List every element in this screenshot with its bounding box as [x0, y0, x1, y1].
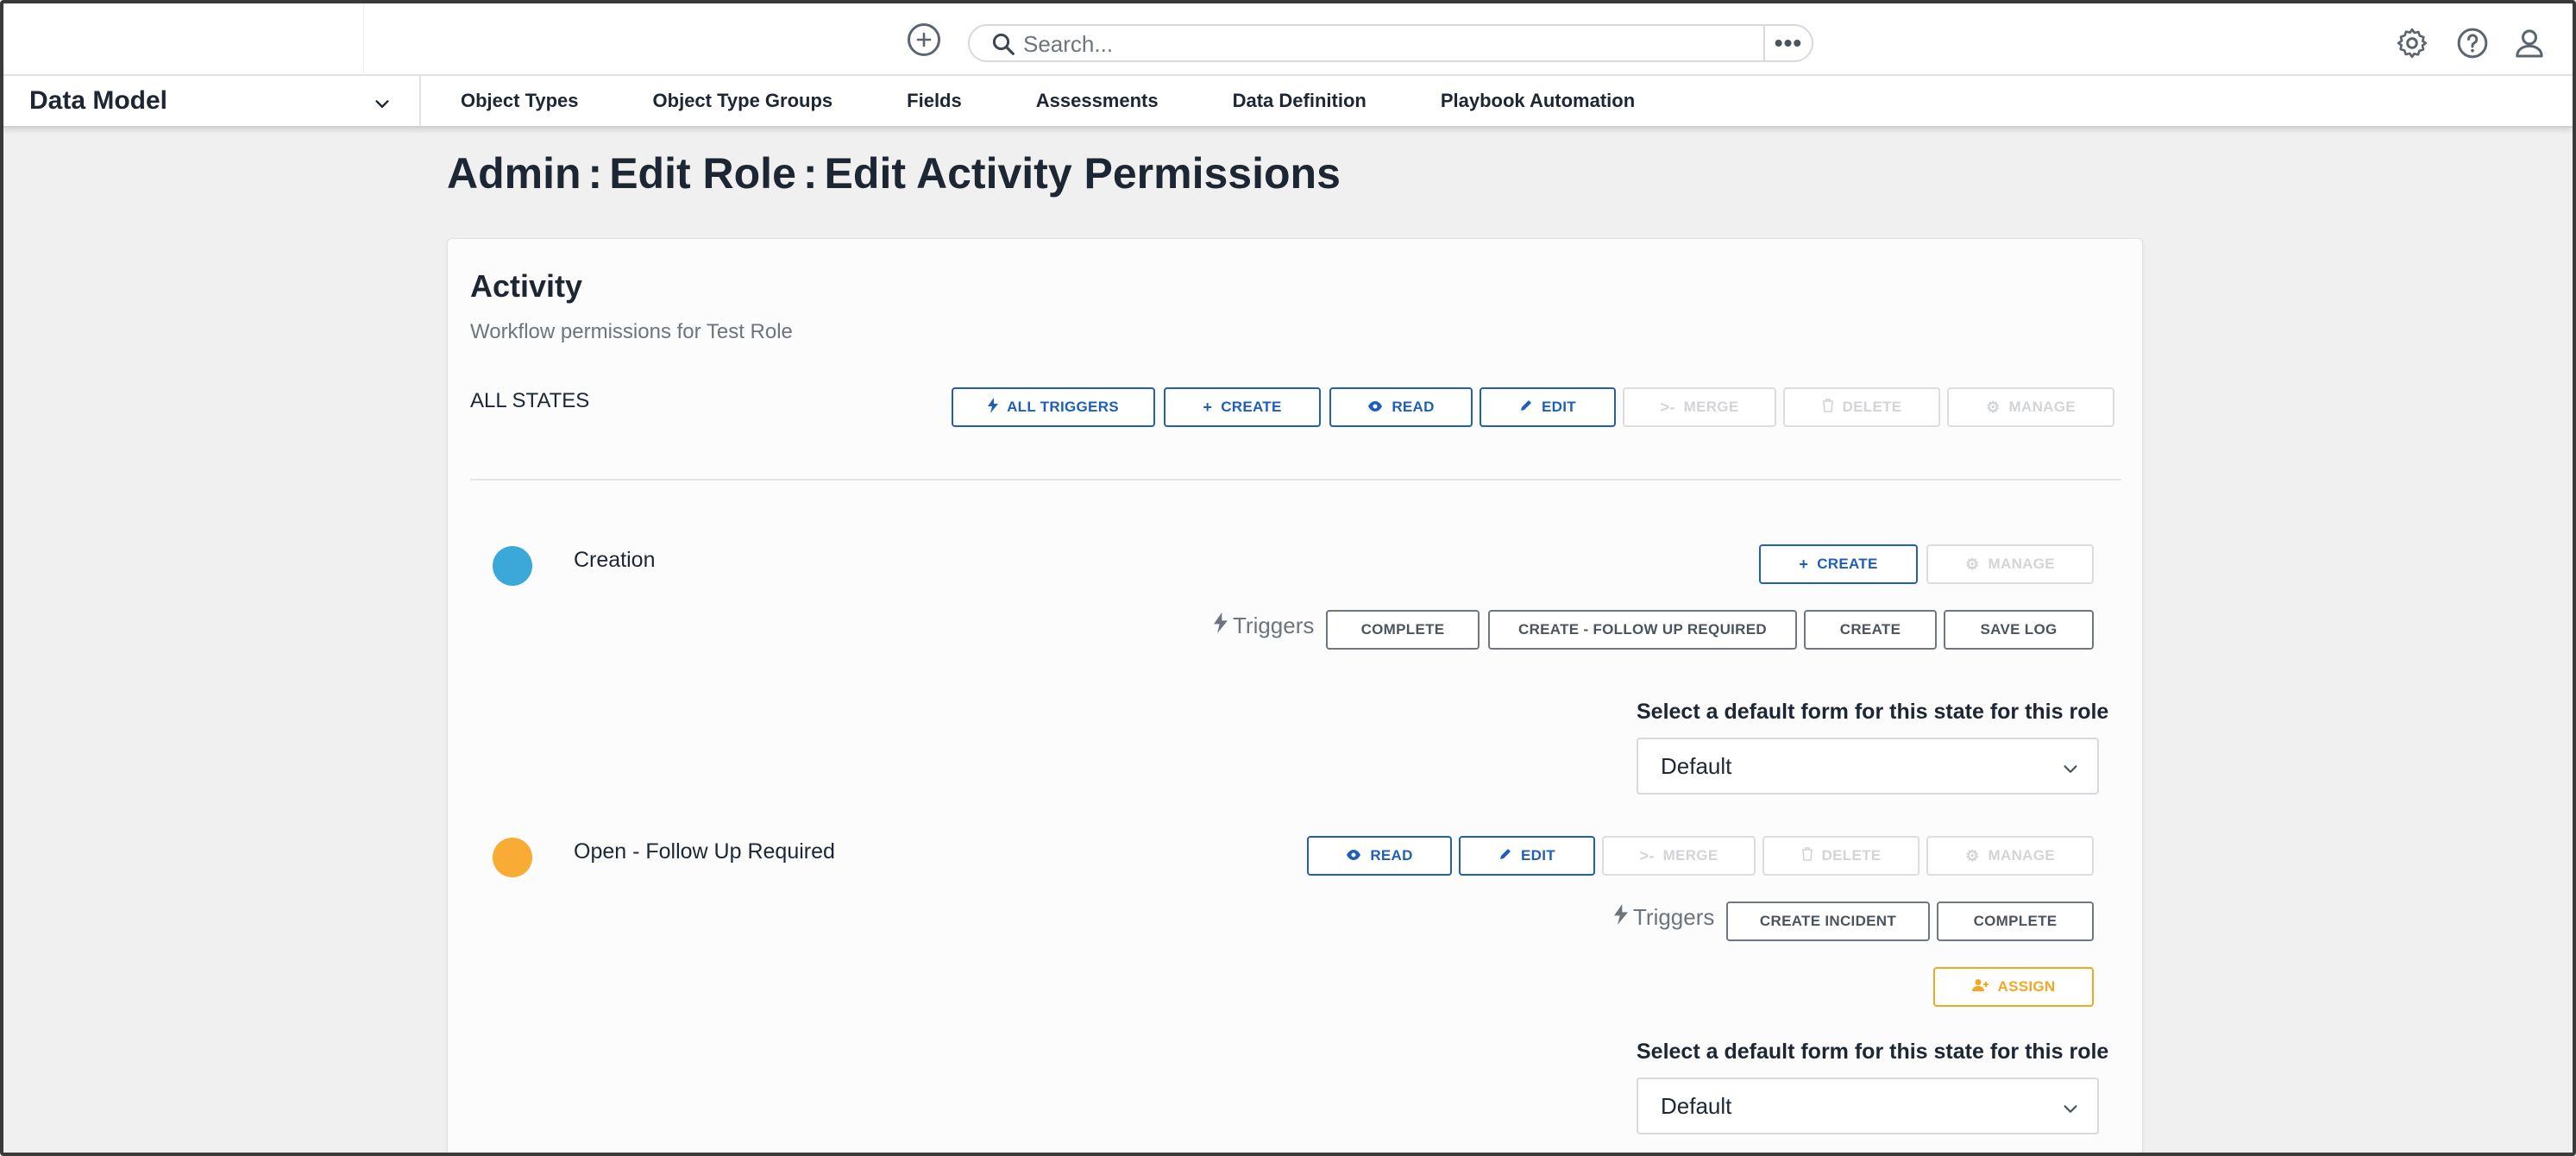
trigger-button[interactable]: COMPLETE [1326, 610, 1480, 650]
breadcrumb-separator: : [587, 149, 603, 198]
edit-button[interactable] [1480, 387, 1616, 427]
all-triggers-label: ALL TRIGGERS [1007, 399, 1119, 415]
create-label: CREATE [1221, 399, 1282, 415]
plus-icon: + [1799, 555, 1809, 573]
merge-button[interactable] [1623, 387, 1776, 427]
default-form-label: Select a default form for this state for this role [1637, 1040, 2109, 1064]
trigger-button[interactable]: SAVE LOG [1944, 610, 2094, 650]
default-form-value: Default [1661, 1092, 1732, 1119]
trash-icon [1801, 847, 1813, 865]
tab-object-type-groups[interactable]: Object Type Groups [652, 90, 833, 111]
state-name-open-follow-up: Open - Follow Up Required [574, 839, 835, 864]
manage-label: MANAGE [2008, 399, 2076, 415]
open-read-button[interactable] [1307, 836, 1452, 876]
top-bar [3, 3, 2573, 76]
all-states-label: ALL STATES [470, 389, 590, 412]
state-color-dot [493, 546, 532, 586]
help-icon[interactable] [2455, 26, 2490, 65]
eye-icon [1346, 847, 1361, 865]
merge-label: MERGE [1683, 399, 1739, 415]
chevron-down-icon [371, 91, 393, 121]
pencil-icon [1519, 399, 1533, 417]
chevron-down-icon [2061, 1098, 2080, 1125]
edit-label: EDIT [1542, 399, 1576, 415]
open-merge-button[interactable] [1602, 836, 1756, 876]
gear-icon: ⚙ [1986, 398, 2001, 416]
trash-icon [1822, 399, 1834, 417]
gear-icon: ⚙ [1965, 555, 1980, 573]
triggers-text: Triggers [1633, 904, 1715, 930]
trigger-button[interactable]: COMPLETE [1937, 902, 2094, 941]
manage-label: MANAGE [1988, 847, 2055, 864]
activity-permissions-card [447, 238, 2143, 1156]
user-icon[interactable] [2512, 26, 2547, 65]
default-form-select[interactable] [1637, 738, 2099, 795]
triggers-text: Triggers [1233, 613, 1315, 638]
creation-manage-button[interactable] [1926, 544, 2094, 584]
lightning-icon [1214, 612, 1228, 640]
gear-icon: ⚙ [1965, 846, 1980, 864]
top-bar-left-panel [3, 3, 364, 76]
merge-label: MERGE [1662, 847, 1718, 864]
card-subtitle: Workflow permissions for Test Role [470, 320, 793, 343]
merge-icon: >- [1660, 398, 1675, 416]
breadcrumb-edit-role[interactable]: Edit Role [609, 149, 796, 198]
triggers-label [1214, 612, 1314, 640]
pencil-icon [1498, 847, 1512, 865]
trigger-button[interactable]: CREATE INCIDENT [1726, 902, 1930, 941]
gear-icon[interactable] [2395, 26, 2429, 65]
default-form-label: Select a default form for this state for this role [1637, 700, 2109, 724]
tab-data-definition[interactable]: Data Definition [1232, 90, 1367, 111]
open-edit-button[interactable] [1459, 836, 1595, 876]
search-options-button[interactable]: ••• [1763, 26, 1812, 60]
delete-label: DELETE [1821, 847, 1882, 864]
chevron-down-icon [2061, 758, 2080, 785]
create-button[interactable] [1164, 387, 1321, 427]
assign-label: ASSIGN [1997, 978, 2056, 995]
manage-label: MANAGE [1988, 556, 2055, 572]
assign-button[interactable] [1933, 967, 2094, 1007]
state-name-creation: Creation [574, 548, 656, 572]
manage-button[interactable] [1947, 387, 2114, 427]
tab-playbook-automation[interactable]: Playbook Automation [1440, 90, 1636, 111]
section-selector[interactable] [3, 76, 421, 126]
nav-tabs [461, 76, 1709, 126]
plus-icon: + [1203, 398, 1213, 416]
breadcrumb-separator: : [802, 149, 818, 198]
nav-bar [3, 76, 2573, 128]
delete-label: DELETE [1842, 399, 1902, 415]
all-triggers-button[interactable] [952, 387, 1155, 427]
eye-icon [1367, 399, 1383, 417]
plus-icon [914, 29, 934, 50]
breadcrumb-admin[interactable]: Admin [447, 149, 581, 198]
section-selector-label: Data Model [29, 86, 168, 115]
add-icon[interactable] [908, 23, 940, 56]
creation-create-button[interactable] [1759, 544, 1918, 584]
open-manage-button[interactable] [1926, 836, 2094, 876]
page-title [447, 148, 1341, 198]
triggers-label [1614, 903, 1714, 932]
default-form-value: Default [1661, 752, 1732, 779]
open-delete-button[interactable] [1762, 836, 1919, 876]
lightning-icon [1614, 903, 1628, 932]
search-icon [990, 31, 1016, 61]
tab-object-types[interactable]: Object Types [461, 90, 579, 111]
read-label: READ [1370, 847, 1413, 864]
read-label: READ [1392, 399, 1435, 415]
trigger-button[interactable]: CREATE [1804, 610, 1937, 650]
delete-button[interactable] [1783, 387, 1940, 427]
user-plus-icon [1972, 978, 1989, 996]
lightning-icon [988, 398, 998, 418]
card-title: Activity [470, 268, 583, 304]
tab-assessments[interactable]: Assessments [1035, 90, 1159, 111]
search-input[interactable] [1023, 31, 1731, 57]
divider [470, 479, 2121, 481]
default-form-select[interactable] [1637, 1077, 2099, 1134]
tab-fields[interactable]: Fields [907, 90, 962, 111]
global-search[interactable] [968, 24, 1813, 62]
create-label: CREATE [1817, 556, 1878, 572]
state-color-dot [493, 838, 532, 877]
merge-icon: >- [1639, 846, 1655, 864]
read-button[interactable] [1329, 387, 1473, 427]
trigger-button[interactable]: CREATE - FOLLOW UP REQUIRED [1488, 610, 1797, 650]
edit-label: EDIT [1521, 847, 1555, 864]
breadcrumb-current: Edit Activity Permissions [824, 149, 1341, 198]
